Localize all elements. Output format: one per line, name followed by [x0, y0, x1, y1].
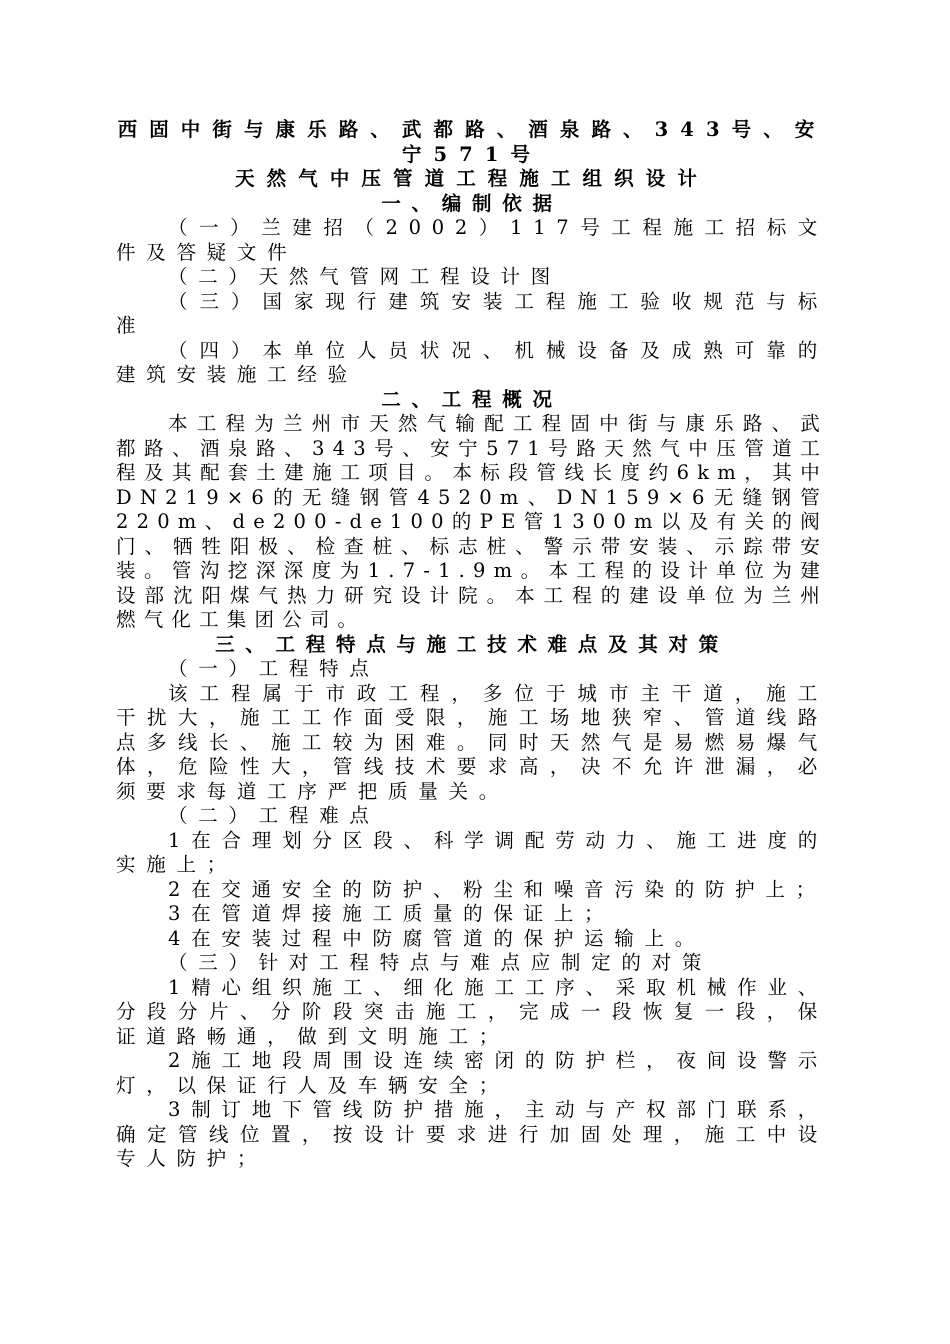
difficulty-item: 2在交通安全的防护、粉尘和噪音污染的防护上； [168, 877, 826, 901]
difficulty-item: 3在管道焊接施工质量的保证上； [168, 902, 615, 925]
basis-item: （三）国家现行建筑安装工程施工验收规范与标准 [116, 289, 828, 337]
document-title-line1: 西固中街与康乐路、武都路、酒泉路、343号、安宁571号 [117, 118, 827, 166]
overview-paragraph: 本工程为兰州市天然气输配工程固中街与康乐路、武都路、酒泉路、343号、安宁571号路天然气中压管道工程及其配套土建施工项目。本标段管线长度约6km，其中DN219×6的无缝钢管4520m、DN159×6无缝钢管220m、de200-de100的PE管1300m以及有关的阀门、牺牲阳极、检查桩、标志桩、警示带安装、示踪带安装。管沟挖深深度为1.7-1.9m。本工程的设计单位为建设部沈阳煤气热力研究设计院。本工程的建设单位为兰州燃气化工集团公司。 [116, 412, 828, 631]
difficulty-item: 4在安装过程中防腐管道的保护运输上。 [168, 926, 705, 950]
difficulty-item: 1在合理划分区段、科学调配劳动力、施工进度的实施上； [116, 828, 828, 876]
measure-item: 1精心组织施工、细化施工工序、采取机械作业、分段分片、分阶段突击施工，完成一段恢复一段，保证道路畅通，做到文明施工； [116, 975, 828, 1048]
section-heading-overview: 二、工程概况 [381, 387, 563, 411]
measure-item: 2施工地段周围设连续密闭的防护栏，夜间设警示灯，以保证行人及车辆安全； [116, 1049, 828, 1097]
section-heading-features: 三、工程特点与施工技术难点及其对策 [215, 632, 729, 656]
document-title-line2: 天然气中压管道工程施工组织设计 [235, 167, 709, 190]
subheading-features: （一）工程特点 [168, 657, 380, 680]
features-paragraph: 该工程属于市政工程，多位于城市主干道，施工干扰大，施工工作面受限，施工场地狭窄、管道线路点多线长、施工较为困难。同时天然气是易燃易爆气体，危险性大，管线技术要求高，决不允许泄漏，必须要求每道工序严把质量关。 [116, 681, 828, 803]
subheading-measures: （三）针对工程特点与难点应制定的对策 [168, 951, 713, 974]
section-heading-basis: 一、编制依据 [381, 191, 563, 215]
subheading-difficulties: （二）工程难点 [168, 804, 380, 827]
basis-item: （四）本单位人员状况、机械设备及成熟可靠的建筑安装施工经验 [116, 338, 828, 386]
document-page [116, 118, 828, 1172]
basis-item: （二）天然气管网工程设计图 [168, 265, 561, 288]
measure-item: 3制订地下管线防护措施，主动与产权部门联系，确定管线位置，按设计要求进行加固处理，施工中设专人防护； [116, 1098, 828, 1170]
basis-item: （一）兰建招（2002）117号工程施工招标文件及答疑文件 [116, 216, 828, 264]
